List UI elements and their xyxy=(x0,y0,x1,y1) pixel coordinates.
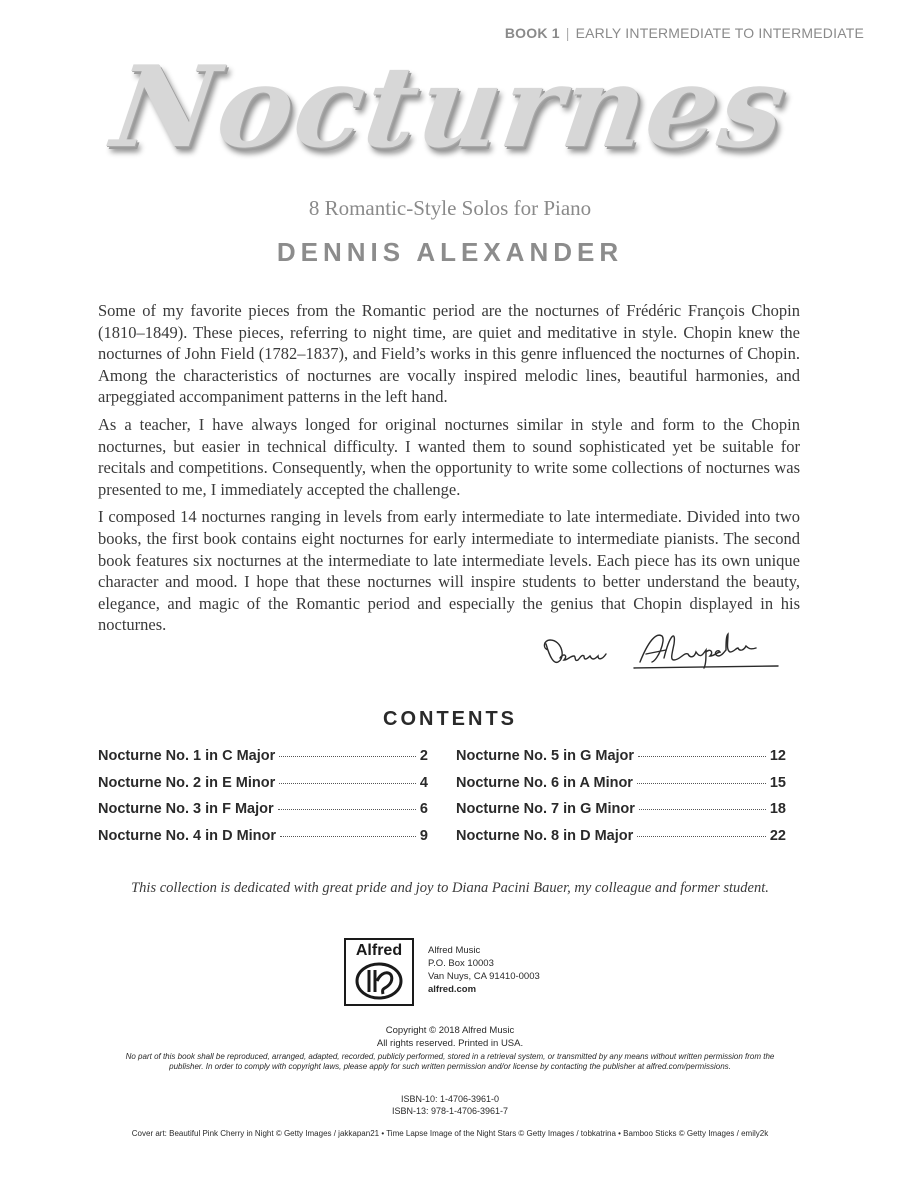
author-signature xyxy=(540,628,790,674)
contents-entry xyxy=(98,828,428,855)
entry-page: 6 xyxy=(419,801,428,817)
contents-entry xyxy=(98,775,428,802)
cover-art-credits: Cover art: Beautiful Pink Cherry in Night © Getty Images / jakkapan21 • Time Lapse Image of the Night Stars © Getty Images / tobkatrina • Bamboo Sticks © Getty Images / emily2k xyxy=(131,1129,769,1138)
entry-page: 4 xyxy=(419,774,428,791)
publisher-line: P.O. Box 10003 xyxy=(428,958,494,969)
isbn-block xyxy=(0,1093,900,1117)
copyright-notice xyxy=(0,1024,900,1050)
entry-page: 18 xyxy=(769,801,786,817)
contents-entry xyxy=(98,801,428,828)
series-divider: | xyxy=(565,25,570,41)
leader-dots xyxy=(637,783,766,784)
entry-title: Nocturne No. 2 in E Minor xyxy=(98,774,276,791)
contents-column-left xyxy=(98,748,428,854)
publisher-address xyxy=(428,944,540,996)
intro-paragraph: As a teacher, I have always longed for original nocturnes similar in style and form to the Chopin nocturnes, but easier in technical difficulty. I wanted them to sound sophisticated yet be suitable for recitals and competitions. Consequently, when the opportunity to write some collections of nocturnes was presented to me, I immediately accepted the challenge. xyxy=(98,414,800,499)
leader-dots xyxy=(639,809,766,810)
leader-dots xyxy=(278,809,416,810)
entry-title: Nocturne No. 4 in D Minor xyxy=(98,827,277,844)
leader-dots xyxy=(279,783,416,784)
contents-column-right xyxy=(456,748,786,854)
contents-entry xyxy=(98,748,428,775)
publisher-website: alfred.com xyxy=(428,984,477,995)
entry-title: Nocturne No. 7 in G Minor xyxy=(456,801,635,817)
contents-entry xyxy=(456,748,786,775)
legal-notice: No part of this book shall be reproduced, arranged, adapted, recorded, publicly performed, stored in a retrieval system, or transmitted by any means without written permission from the publisher. In order to comply with copyright laws, please apply for such written permission and/or license by contacting the publisher at alfred.com/permissions. xyxy=(125,1052,775,1071)
series-label xyxy=(505,25,864,41)
contents-heading: CONTENTS xyxy=(383,708,517,730)
dedication: This collection is dedicated with great pride and joy to Diana Pacini Bauer, my colleague and former student. xyxy=(131,880,769,896)
entry-title: Nocturne No. 1 in C Major xyxy=(98,748,276,764)
entry-title: Nocturne No. 8 in D Major xyxy=(456,827,634,844)
logo-wordmark: Alfred xyxy=(355,942,403,959)
book-label: BOOK 1 xyxy=(504,25,560,41)
book-subtitle: 8 Romantic-Style Solos for Piano xyxy=(308,196,592,220)
publisher-logo xyxy=(344,938,414,1006)
author-name: DENNIS ALEXANDER xyxy=(276,237,624,267)
clef-logo-icon xyxy=(355,962,403,1000)
entry-page: 9 xyxy=(419,827,428,844)
copyright-line: Copyright © 2018 Alfred Music xyxy=(385,1025,515,1036)
isbn-10: ISBN-10: 1-4706-3961-0 xyxy=(400,1094,500,1104)
level-label: EARLY INTERMEDIATE TO INTERMEDIATE xyxy=(575,25,864,41)
leader-dots xyxy=(638,756,766,757)
publisher-line: Alfred Music xyxy=(428,945,481,956)
book-title: Nocturnes xyxy=(105,42,795,173)
contents-entry xyxy=(456,801,786,828)
leader-dots xyxy=(279,756,416,757)
leader-dots xyxy=(637,836,766,837)
entry-title: Nocturne No. 5 in G Major xyxy=(456,748,635,764)
contents-entry xyxy=(456,828,786,855)
intro-paragraph: Some of my favorite pieces from the Romantic period are the nocturnes of Frédéric François Chopin (1810–1849). These pieces, referring to night time, are quiet and meditative in style. Chopin knew the nocturnes of John Field (1782–1837), and Field’s works in this genre influenced the nocturnes of Chopin. Among the characteristics of nocturnes are vocally inspired melodic lines, beautiful harmonies, and arpeggiated accompaniment patterns in the left hand. xyxy=(98,301,800,407)
contents-entry xyxy=(456,775,786,802)
isbn-13: ISBN-13: 978-1-4706-3961-7 xyxy=(391,1106,509,1116)
intro-text xyxy=(98,300,800,642)
entry-page: 22 xyxy=(769,827,786,844)
leader-dots xyxy=(280,836,416,837)
entry-title: Nocturne No. 3 in F Major xyxy=(98,801,274,817)
entry-title: Nocturne No. 6 in A Minor xyxy=(456,774,633,791)
entry-page: 15 xyxy=(769,774,786,791)
copyright-line: All rights reserved. Printed in USA. xyxy=(376,1038,524,1049)
entry-page: 12 xyxy=(769,748,786,764)
entry-page: 2 xyxy=(419,748,428,764)
publisher-line: Van Nuys, CA 91410-0003 xyxy=(428,971,540,982)
intro-paragraph: I composed 14 nocturnes ranging in levels from early intermediate to late intermediate. Divided into two books, the first book contains eight nocturnes for early intermediate to intermediate pianists. The second book features six nocturnes at the intermediate to late intermediate levels. Each piece has its own unique character and mood. I hope that these nocturnes will inspire students to better understand the beauty, elegance, and magic of the Romantic period and especially the genius that Chopin displayed in his nocturnes. xyxy=(98,507,800,635)
